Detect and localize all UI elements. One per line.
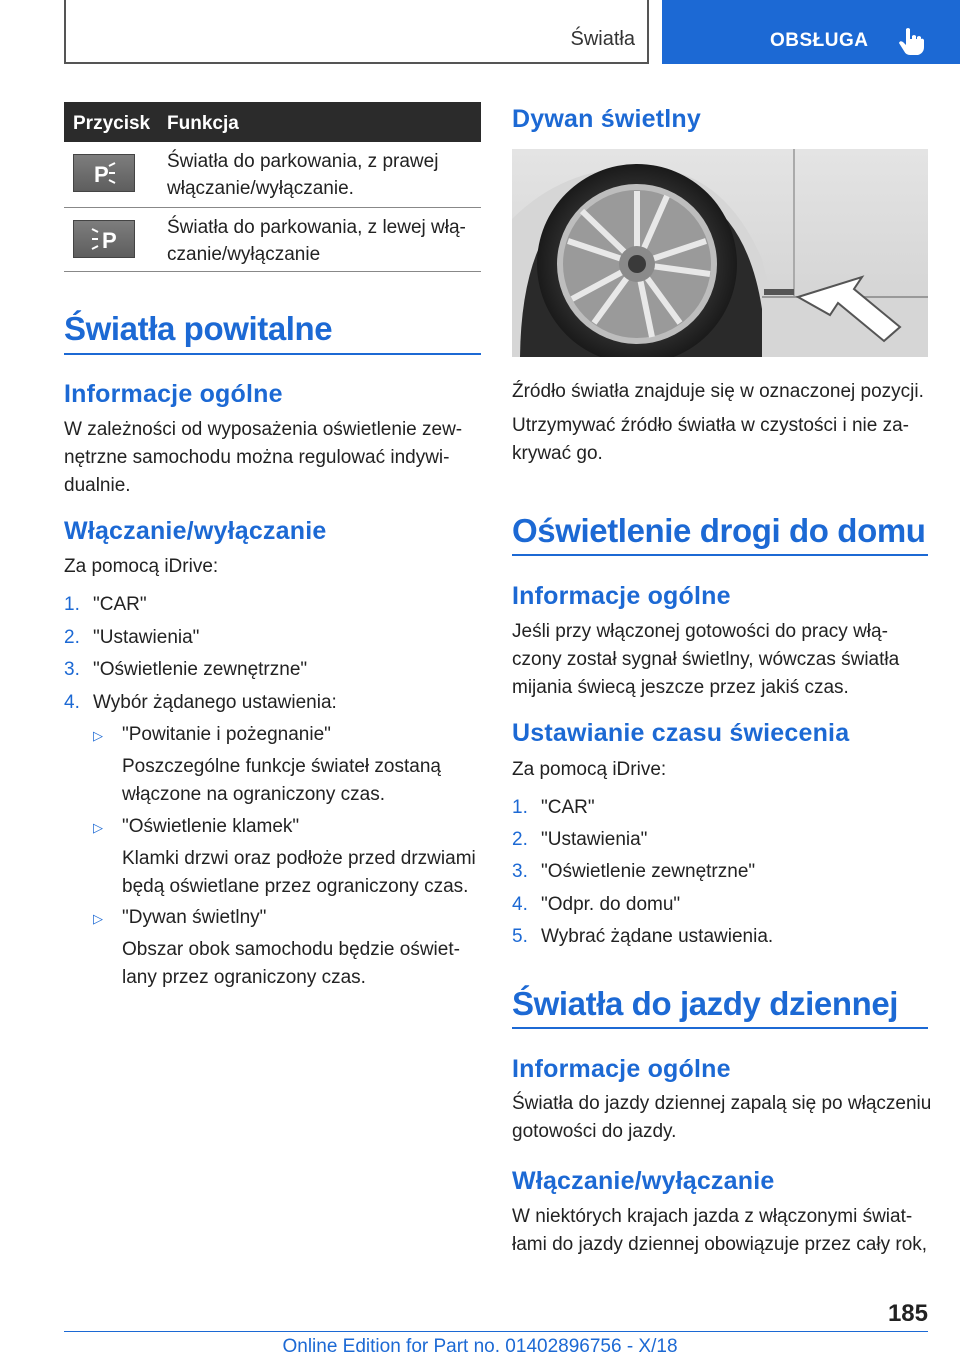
paragraph-keep-clean: Utrzymywać źródło światła w czystości i nie za- krywać go.: [512, 415, 909, 464]
section-title-daytime-lights: Światła do jazdy dziennej: [512, 985, 899, 1022]
table-row: [64, 142, 481, 208]
heading-general-info: Informacje ogólne: [64, 380, 283, 408]
heading-on-off: Włączanie/wyłączanie: [64, 517, 327, 545]
header-section-box: [64, 0, 649, 64]
triangle-bullet-icon: ▷: [93, 820, 103, 835]
section-title: Światła: [570, 28, 635, 50]
heading-set-time: Ustawianie czasu świecenia: [512, 719, 850, 747]
title-rule: [512, 554, 928, 556]
triangle-bullet-icon: ▷: [93, 728, 103, 743]
table-header: [64, 102, 481, 142]
heading-light-carpet: Dywan świetlny: [512, 105, 701, 133]
paragraph-light-source: Źródło światła znajduje się w oznaczonej pozycji.: [512, 381, 924, 402]
footer-rule: [64, 1331, 928, 1332]
paragraph-on-off: W niektórych krajach jazda z włączonymi świat- łami do jazdy dziennej obowiązuje przez cały rok,: [512, 1206, 928, 1255]
paragraph-idrive: Za pomocą iDrive:: [512, 759, 667, 780]
heading-on-off: Włączanie/wyłączanie: [512, 1167, 775, 1195]
heading-general-info: Informacje ogólne: [512, 1055, 731, 1083]
car-wheel-photo: [512, 149, 928, 357]
table-cell-function: Światła do parkowania, z prawej włączanie/wyłączanie.: [167, 151, 439, 199]
footer-edition: Online Edition for Part no. 01402896756 - X/18: [282, 1336, 678, 1357]
triangle-bullet-icon: ▷: [93, 911, 103, 926]
parking-light-left-button-icon: [73, 220, 135, 258]
col-header-button: Przycisk: [73, 113, 151, 134]
paragraph-general-info: Jeśli przy włączonej gotowości do pracy włą- czony został sygnał świetlny, wówczas światła mijania świecą jeszcze przez jakiś czas.: [512, 621, 900, 698]
svg-text:P: P: [102, 228, 117, 253]
title-rule: [512, 1027, 928, 1029]
page-number: 185: [887, 1300, 928, 1327]
heading-general-info: Informacje ogólne: [512, 582, 731, 610]
section-title-home-lights: Oświetlenie drogi do domu: [512, 512, 926, 549]
title-rule: [64, 353, 481, 355]
paragraph-general-info: W zależności od wyposażenia oświetlenie zew- nętrzne samochodu można regulować indywi- dualnie.: [64, 419, 463, 496]
table-row: [64, 208, 481, 272]
hand-pointer-icon: [896, 25, 928, 57]
svg-text:P: P: [94, 162, 109, 187]
parking-light-right-button-icon: [73, 154, 135, 192]
table-cell-function: Światła do parkowania, z lewej włą- czanie/wyłączanie: [167, 217, 466, 265]
chapter-tab[interactable]: [662, 0, 960, 64]
section-title-welcome-lights: Światła powitalne: [64, 310, 333, 347]
chapter-tab-label: OBSŁUGA: [770, 30, 869, 51]
paragraph-idrive: Za pomocą iDrive:: [64, 556, 219, 577]
paragraph-general-info: Światła do jazdy dziennej zapalą się po włączeniu gotowości do jazdy.: [512, 1093, 932, 1142]
col-header-function: Funkcja: [167, 113, 239, 134]
